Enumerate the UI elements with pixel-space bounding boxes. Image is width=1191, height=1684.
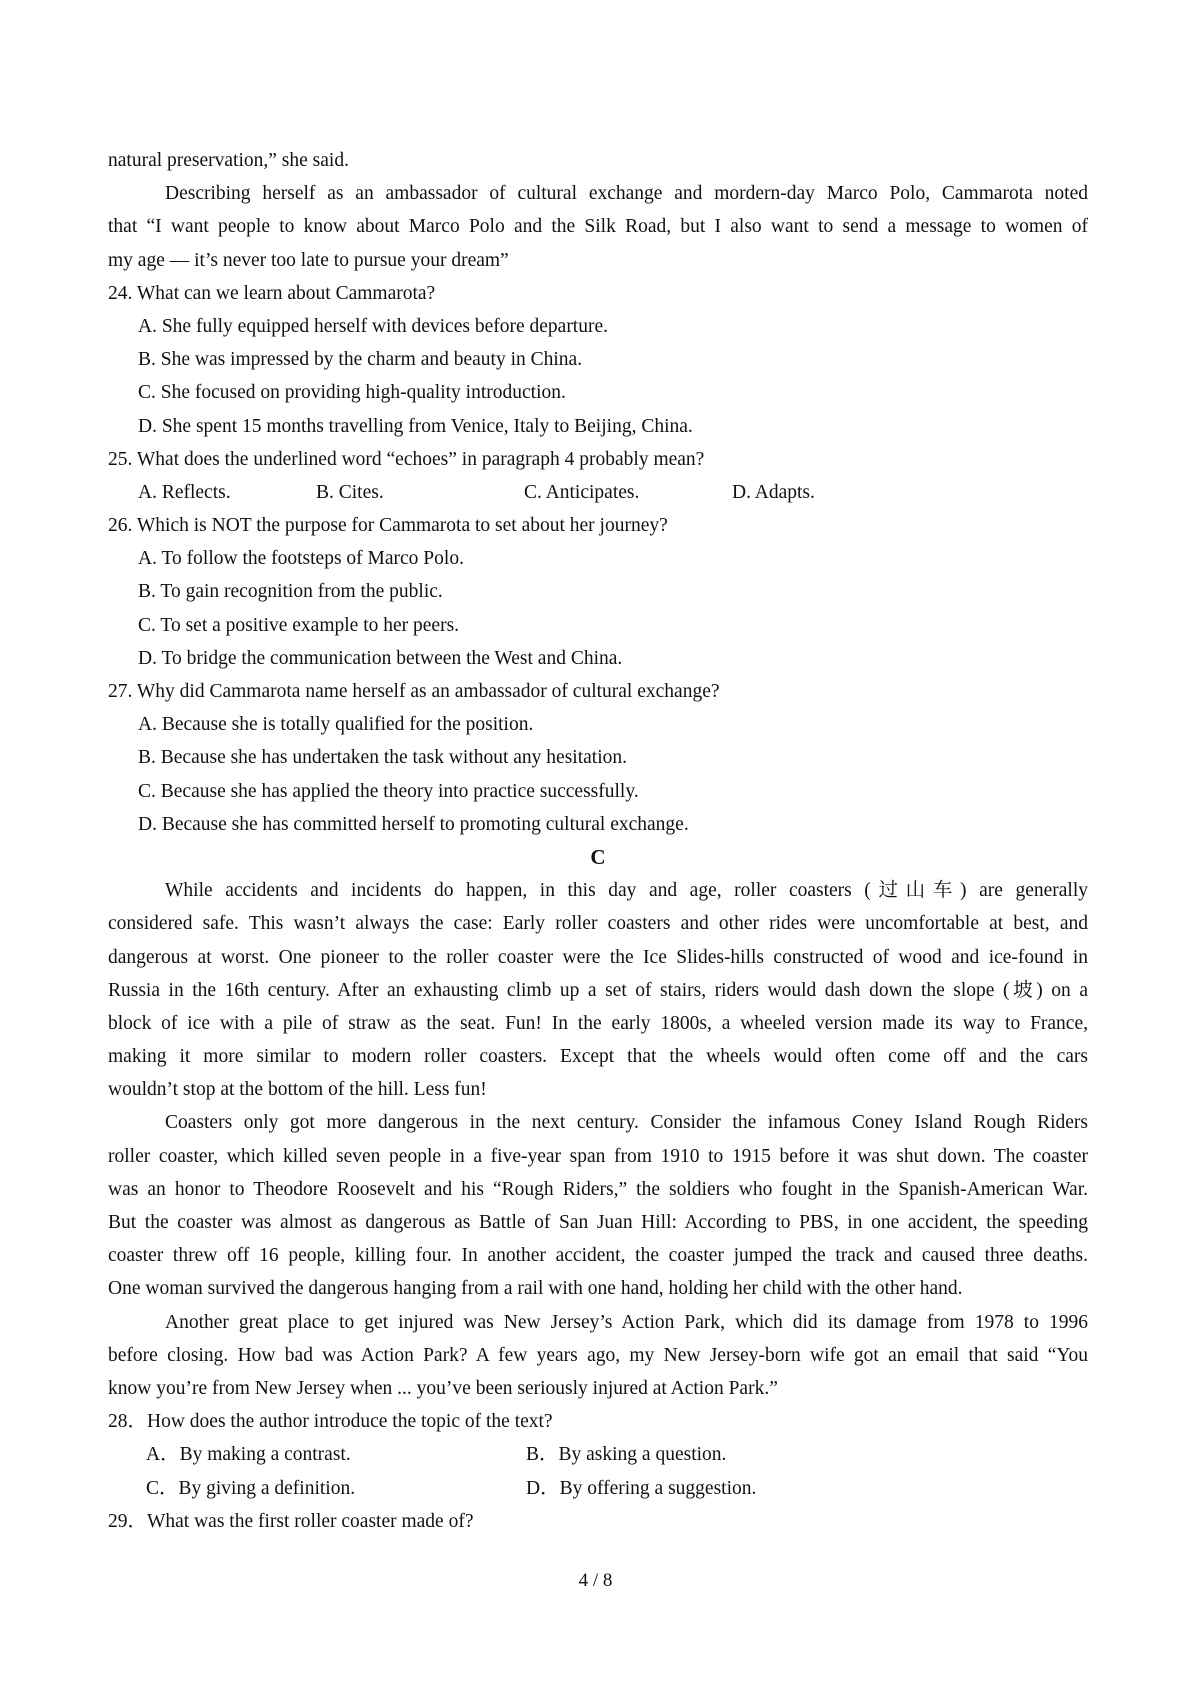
- section-c-paragraph-3: [108, 1306, 1088, 1406]
- question-26-option-a: A. To follow the footsteps of Marco Polo.: [138, 548, 464, 570]
- question-26-option-b: B. To gain recognition from the public.: [138, 581, 443, 603]
- question-27-option-a: A. Because she is totally qualified for the position.: [138, 714, 534, 736]
- exam-page-content: [108, 144, 1088, 1538]
- passage-line: that “I want people to know about Marco Polo and the Silk Road, but I also want to send a message to women of: [108, 216, 1088, 238]
- passage-line: block of ice with a pile of straw as the seat. Fun! In the early 1800s, a wheeled version made its way to France,: [108, 1012, 1088, 1034]
- section-c-paragraph-1: [108, 874, 1088, 1106]
- passage-line: coaster threw off 16 people, killing four. In another accident, the coaster jumped the track and caused three deaths.: [108, 1245, 1088, 1267]
- passage-line: But the coaster was almost as dangerous as Battle of San Juan Hill: According to PBS, in one accident, the speeding: [108, 1212, 1088, 1233]
- question-28-option-d: D．By offering a suggestion.: [526, 1477, 757, 1499]
- question-27-option-d: D. Because she has committed herself to promoting cultural exchange.: [138, 813, 689, 835]
- question-26-option-c: C. To set a positive example to her peers.: [138, 614, 460, 636]
- question-25-option-a: A. Reflects.: [138, 481, 231, 503]
- passage-line: considered safe. This wasn’t always the case: Early roller coasters and other rides were uncomfortable at best, and: [108, 913, 1088, 935]
- question-28-option-c: C．By giving a definition.: [146, 1477, 356, 1499]
- section-c-paragraph-2: [108, 1106, 1088, 1305]
- passage-line: know you’re from New Jersey when ... you’ve been seriously injured at Action Park.”: [108, 1377, 778, 1399]
- question-27-option-c: C. Because she has applied the theory into practice successfully.: [138, 780, 639, 802]
- question-28-option-b: B．By asking a question.: [526, 1444, 727, 1466]
- passage-line: While accidents and incidents do happen, in this day and age, roller coasters (过山车) are generally: [165, 880, 1088, 902]
- passage-line: dangerous at worst. One pioneer to the roller coaster were the Ice Slides-hills constructed of wood and ice-found in: [108, 946, 1088, 968]
- passage-line: before closing. How bad was Action Park? A few years ago, my New Jersey-born wife got an email that said “You: [108, 1344, 1088, 1366]
- question-25-option-c: C. Anticipates.: [524, 481, 640, 503]
- passage-line: was an honor to Theodore Roosevelt and his “Rough Riders,” the soldiers who fought in the Spanish-American War.: [108, 1178, 1088, 1200]
- passage-line: natural preservation,” she said.: [108, 150, 349, 171]
- question-24-option-d: D. She spent 15 months travelling from Venice, Italy to Beijing, China.: [138, 415, 693, 437]
- passage-line: Russia in the 16th century. After an exhausting climb up a set of stairs, riders would dash down the slope (坡) on a: [108, 979, 1088, 1001]
- question-25-options: [108, 476, 1088, 509]
- passage-line: Coasters only got more dangerous in the next century. Consider the infamous Coney Island Rough Riders: [165, 1112, 1088, 1134]
- question-28-options-row-2: [108, 1472, 1088, 1505]
- question-24-stem: 24. What can we learn about Cammarota?: [108, 282, 436, 304]
- question-28-option-a: A．By making a contrast.: [146, 1444, 351, 1466]
- question-28-options-row-1: [108, 1438, 1088, 1471]
- question-25-stem: 25. What does the underlined word “echoes” in paragraph 4 probably mean?: [108, 448, 705, 470]
- passage-line: wouldn’t stop at the bottom of the hill. Less fun!: [108, 1079, 487, 1101]
- question-26-option-d: D. To bridge the communication between the West and China.: [138, 647, 623, 669]
- question-29-stem: 29．What was the first roller coaster made of?: [108, 1510, 474, 1532]
- section-c-title: C: [590, 844, 606, 869]
- passage-line: One woman survived the dangerous hanging from a rail with one hand, holding her child with the other hand.: [108, 1278, 963, 1300]
- question-24-option-c: C. She focused on providing high-quality introduction.: [138, 382, 566, 404]
- question-27-option-b: B. Because she has undertaken the task without any hesitation.: [138, 747, 628, 769]
- question-26-stem: 26. Which is NOT the purpose for Cammarota to set about her journey?: [108, 515, 668, 537]
- page-number: 4 / 8: [578, 1570, 613, 1591]
- passage-line: making it more similar to modern roller coasters. Except that the wheels would often come off and the cars: [108, 1046, 1088, 1068]
- question-24-option-a: A. She fully equipped herself with devices before departure.: [138, 315, 608, 337]
- question-25-option-d: D. Adapts.: [732, 481, 815, 503]
- question-28-stem: 28．How does the author introduce the topic of the text?: [108, 1411, 553, 1433]
- passage-line: Describing herself as an ambassador of cultural exchange and mordern-day Marco Polo, Cammarota noted: [165, 183, 1088, 205]
- question-24-option-b: B. She was impressed by the charm and beauty in China.: [138, 349, 583, 371]
- passage-line: my age — it’s never too late to pursue your dream”: [108, 249, 509, 271]
- question-27-stem: 27. Why did Cammarota name herself as an ambassador of cultural exchange?: [108, 681, 720, 702]
- passage-line: roller coaster, which killed seven people in a five-year span from 1910 to 1915 before it was shut down. The coaster: [108, 1145, 1088, 1167]
- passage-line: Another great place to get injured was New Jersey’s Action Park, which did its damage from 1978 to 1996: [165, 1311, 1088, 1333]
- question-25-option-b: B. Cites.: [316, 481, 384, 503]
